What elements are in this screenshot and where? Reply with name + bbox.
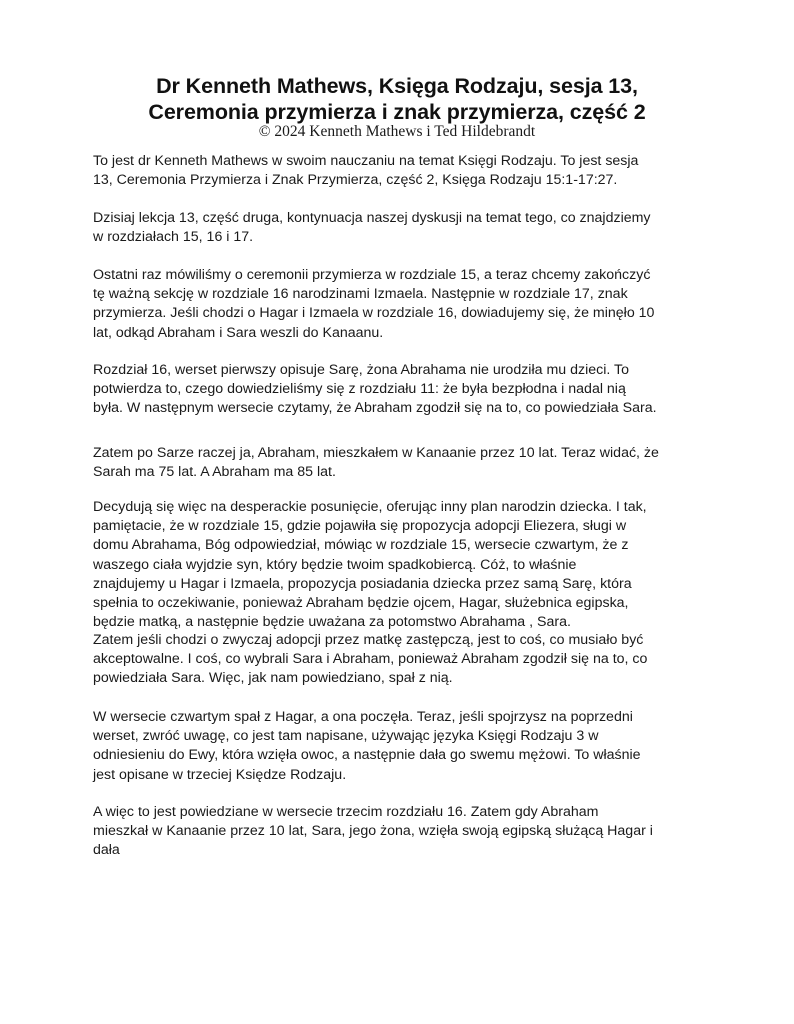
paragraph-6: [93, 498, 647, 632]
paragraph-1: [93, 152, 638, 190]
paragraph-3: [93, 266, 654, 343]
paragraph-line: odniesieniu do Ewy, która wzięła owoc, a następnie dała go swemu mężowi. To właśnie: [93, 747, 641, 764]
page-title-line-2: Ceremonia przymierza i znak przymierza, część 2: [148, 100, 646, 124]
paragraph-line: jest opisane w trzeciej Księdze Rodzaju.: [93, 766, 347, 783]
paragraph-line: potwierdza to, czego dowiedzieliśmy się z rozdziału 11: że była bezpłodna i nadal nią: [93, 381, 626, 398]
paragraph-line: W wersecie czwartym spał z Hagar, a ona poczęła. Teraz, jeśli spojrzysz na poprzedni: [93, 709, 633, 725]
paragraph-line: powiedziała Sara. Więc, jak nam powiedziano, spał z nią.: [93, 670, 453, 687]
paragraph-line: akceptowalne. I coś, co wybrali Sara i Abraham, ponieważ Abraham zgodził się na to, co: [93, 651, 648, 668]
title-block: [0, 73, 794, 140]
paragraph-7: [93, 631, 647, 689]
paragraph-line: waszego ciała wyjdzie syn, który będzie twoim spadkobiercą. Cóż, to właśnie: [93, 556, 577, 573]
paragraph-line: tę ważną sekcję w rozdziale 16 narodzinami Izmaela. Następnie w rozdziale 17, znak: [93, 286, 628, 303]
paragraph-2: [93, 209, 651, 247]
paragraph-8: [93, 708, 641, 785]
paragraph-line: domu Abrahama, Bóg odpowiedział, mówiąc w rozdziale 15, wersecie czwartym, że z: [93, 537, 629, 554]
paragraph-line: 13, Ceremonia Przymierza i Znak Przymierza, część 2, Księga Rodzaju 15:1-17:27.: [93, 172, 618, 189]
copyright-notice: © 2024 Kenneth Mathews i Ted Hildebrandt: [258, 123, 536, 140]
paragraph-line: lat, odkąd Abraham i Sara weszli do Kanaanu.: [93, 324, 384, 341]
page-title-line-1: Dr Kenneth Mathews, Księga Rodzaju, sesja 13,: [156, 74, 638, 98]
paragraph-line: pamiętacie, że w rozdziale 15, gdzie pojawiła się propozycja adopcji Eliezera, sługi w: [93, 518, 627, 535]
paragraph-line: będzie matką, a następnie będzie uważana za potomstwo Abrahama , Sara.: [93, 614, 571, 631]
paragraph-line: spełnia to oczekiwanie, ponieważ Abraham będzie ojcem, Hagar, służebnica egipska,: [93, 595, 629, 612]
paragraph-line: Decydują się więc na desperackie posunięcie, oferując inny plan narodzin dziecka. I tak,: [93, 499, 647, 515]
paragraph-line: Zatem po Sarze raczej ja, Abraham, mieszkałem w Kanaanie przez 10 lat. Teraz widać, że: [93, 445, 659, 461]
paragraph-line: A więc to jest powiedziane w wersecie trzecim rozdziału 16. Zatem gdy Abraham: [93, 804, 599, 820]
paragraph-line: Rozdział 16, werset pierwszy opisuje Sarę, żona Abrahama nie urodziła mu dzieci. To: [93, 362, 629, 378]
paragraph-line: Dzisiaj lekcja 13, część druga, kontynuacja naszej dyskusji na temat tego, co znajdziemy: [93, 210, 651, 226]
paragraph-line: werset, zwróć uwagę, co jest tam napisane, używając języka Księgi Rodzaju 3 w: [93, 728, 599, 745]
paragraph-line: To jest dr Kenneth Mathews w swoim nauczaniu na temat Księgi Rodzaju. To jest sesja: [93, 153, 639, 169]
paragraph-4: [93, 361, 657, 419]
paragraph-line: dała: [93, 842, 120, 859]
paragraph-5: [93, 444, 659, 482]
paragraph-line: była. W następnym wersecie czytamy, że Abraham zgodził się na to, co powiedziała Sara.: [93, 400, 657, 417]
paragraph-line: w rozdziałach 15, 16 i 17.: [93, 229, 254, 246]
paragraph-9: [93, 803, 653, 861]
paragraph-line: Sarah ma 75 lat. A Abraham ma 85 lat.: [93, 464, 336, 481]
paragraph-line: Zatem jeśli chodzi o zwyczaj adopcji przez matkę zastępczą, jest to coś, co musiało być: [93, 632, 644, 648]
paragraph-line: mieszkał w Kanaanie przez 10 lat, Sara, jego żona, wzięła swoją egipską służącą Hagar i: [93, 823, 653, 840]
paragraph-line: Ostatni raz mówiliśmy o ceremonii przymierza w rozdziale 15, a teraz chcemy zakończyć: [93, 267, 651, 283]
paragraph-line: znajdujemy u Hagar i Izmaela, propozycja posiadania dziecka przez samą Sarę, która: [93, 575, 632, 592]
paragraph-line: przymierza. Jeśli chodzi o Hagar i Izmaela w rozdziale 16, dowiadujemy się, że minęło 10: [93, 305, 655, 322]
